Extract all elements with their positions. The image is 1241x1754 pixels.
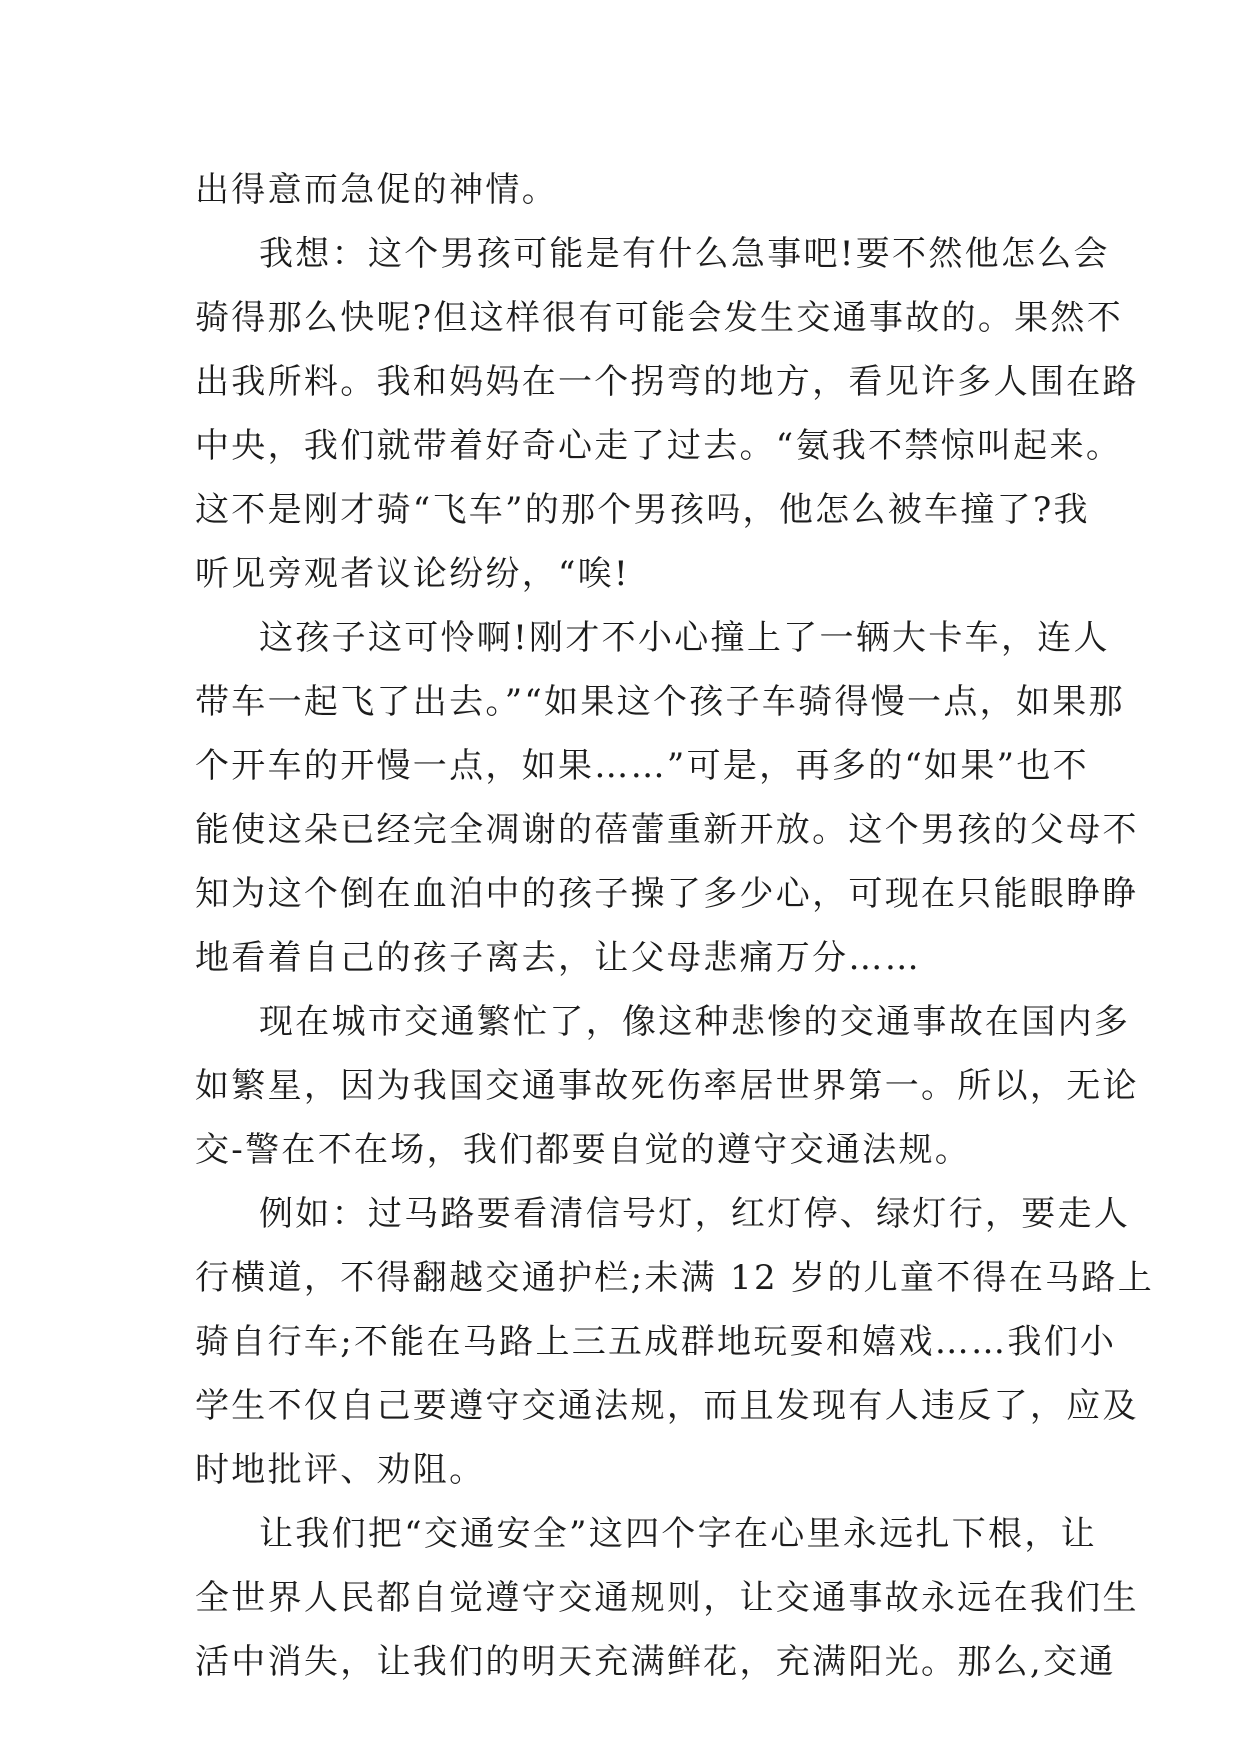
- text-line: 学生不仅自己要遵守交通法规，而且发现有人违反了，应及: [195, 1386, 1139, 1426]
- text-line: 全世界人民都自觉遵守交通规则，让交通事故永远在我们生: [195, 1578, 1139, 1618]
- text-line: 出得意而急促的神情。: [195, 170, 558, 210]
- text-line: 地看着自己的孩子离去，让父母悲痛万分……: [195, 938, 921, 978]
- text-line: 活中消失，让我们的明天充满鲜花，充满阳光。那么,交通: [195, 1642, 1116, 1682]
- text-line: 时地批评、劝阻。: [195, 1450, 486, 1490]
- text-line: 出我所料。我和妈妈在一个拐弯的地方，看见许多人围在路: [195, 362, 1139, 402]
- body-text: [195, 158, 1155, 1694]
- text-line: 行横道，不得翻越交通护栏;未满 12 岁的儿童不得在马路上: [195, 1258, 1155, 1298]
- text-line: 骑得那么快呢?但这样很有可能会发生交通事故的。果然不: [195, 298, 1124, 338]
- paragraph-first-line: 我想：这个男孩可能是有什么急事吧!要不然他怎么会: [259, 234, 1110, 274]
- text-line: 能使这朵已经完全凋谢的蓓蕾重新开放。这个男孩的父母不: [195, 810, 1139, 850]
- paragraph-first-line: 让我们把“交通安全”这四个字在心里永远扎下根，让: [259, 1514, 1097, 1554]
- paragraph-first-line: 现在城市交通繁忙了，像这种悲惨的交通事故在国内多: [259, 1002, 1131, 1042]
- text-line: 这不是刚才骑“飞车”的那个男孩吗，他怎么被车撞了?我: [195, 490, 1090, 530]
- text-line: 如繁星，因为我国交通事故死伤率居世界第一。所以，无论: [195, 1066, 1139, 1106]
- paragraph-first-line: 这孩子这可怜啊!刚才不小心撞上了一辆大卡车，连人: [259, 618, 1110, 658]
- paragraph-first-line: 例如：过马路要看清信号灯，红灯停、绿灯行，要走人: [259, 1194, 1131, 1234]
- text-line: 听见旁观者议论纷纷，“唉!: [195, 554, 630, 594]
- text-line: 知为这个倒在血泊中的孩子操了多少心，可现在只能眼睁睁: [195, 874, 1139, 914]
- text-line: 带车一起飞了出去。”“如果这个孩子车骑得慢一点，如果那: [195, 682, 1125, 722]
- text-line: 交-警在不在场，我们都要自觉的遵守交通法规。: [195, 1130, 972, 1170]
- text-line: 中央，我们就带着好奇心走了过去。“氨我不禁惊叫起来。: [195, 426, 1123, 466]
- text-line: 个开车的开慢一点，如果……”可是，再多的“如果”也不: [195, 746, 1089, 786]
- text-line: 骑自行车;不能在马路上三五成群地玩耍和嬉戏……我们小: [195, 1322, 1117, 1362]
